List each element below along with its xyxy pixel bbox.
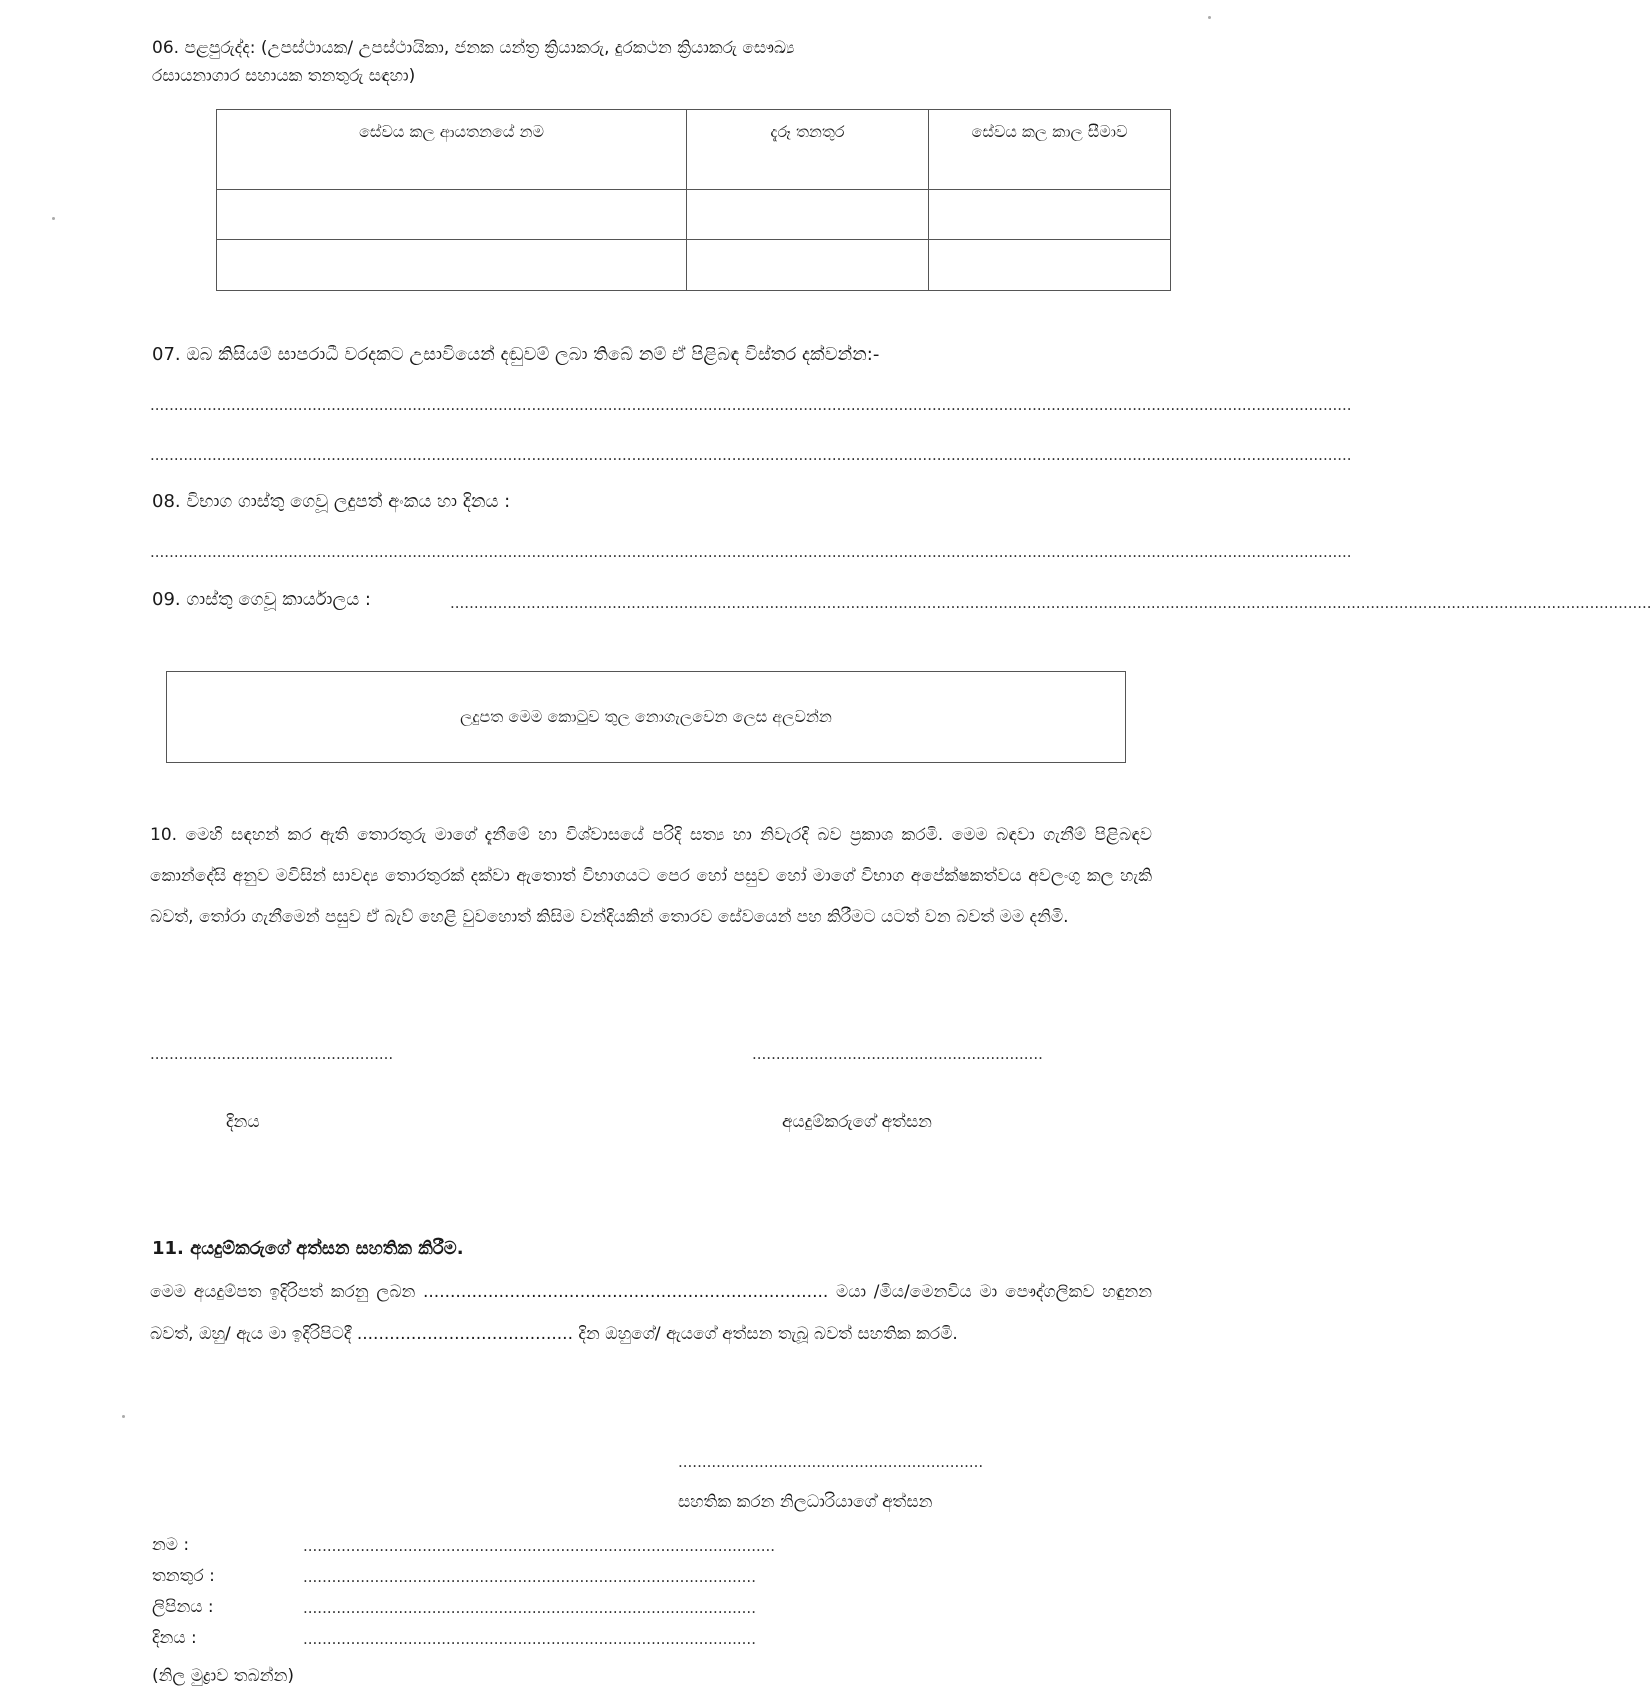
table-cell-institution[interactable] (217, 190, 687, 240)
field-date-dots[interactable]: ............................................................................................... (303, 1630, 756, 1648)
q7-label: 07. ඔබ කිසියම් සාපරාධී වරදකට උසාවියෙන් දඬුවම් ලබා තිබේ නම් ඒ පිළිබඳ විස්තර දක්වන්න:- (152, 344, 880, 365)
q7-answer-line1[interactable]: ............................................................................................................................................................................................................................................................ (150, 396, 1352, 414)
scan-speck (52, 217, 55, 220)
q11-heading: 11. අයදුම්කරුගේ අත්සන සහතික කිරීම. (152, 1238, 464, 1259)
table-row (217, 240, 1171, 291)
table-cell-period[interactable] (929, 190, 1171, 240)
field-address-dots[interactable]: ............................................................................................... (303, 1599, 756, 1617)
applicant-signature-label: අයදුම්කරුගේ අත්සන (782, 1112, 932, 1132)
table-cell-position[interactable] (687, 190, 929, 240)
official-stamp-note: (නිල මුද්‍රාව තබන්න) (152, 1666, 295, 1686)
table-cell-period[interactable] (929, 240, 1171, 291)
date-label: දිනය (226, 1112, 260, 1132)
officer-signature-label: සහතික කරන නිලධාරියාගේ අත්සන (678, 1492, 933, 1512)
date-signature-dots[interactable]: ................................................... (150, 1045, 394, 1063)
table-header-institution: සේවය කල ආයතනයේ නම (217, 110, 687, 190)
q10-declaration: 10. මෙහි සඳහන් කර ඇති තොරතුරු මාගේ දැනීමේ හා විශ්වාසයේ පරිදි සත්‍ය හා නිවැරදි බව ප්‍රකාශ කරමි. මෙම බඳවා ගැනීම් පිළිබඳව කොන්දේසි අනුව මවිසින් සාවද්‍ය තොරතුරක් දක්වා ඇතොත් විභාගයට පෙර හෝ පසුව හෝ මාගේ විභාග අපේක්ෂකත්වය අවලංගු කල හැකි බවත්, තෝරා ගැනීමෙන් පසුව ඒ බැව් හෙළි වුවහොත් කිසිම වන්දියකින් තොරව සේවයෙන් පහ කිරීමට යටත් වන බවත් මම දනිමි. (150, 825, 1152, 927)
field-name-label: නම : (152, 1535, 190, 1555)
table-cell-institution[interactable] (217, 240, 687, 291)
q9-label: 09. ගාස්තු ගෙවූ කාර්යාලය : (152, 589, 371, 610)
scan-speck (1208, 16, 1211, 19)
field-date-label: දිනය : (152, 1628, 197, 1648)
table-header-position: දැරූ තනතුර (687, 110, 929, 190)
table-cell-position[interactable] (687, 240, 929, 291)
q11-certification-text: මෙම අයදුම්පත ඉදිරිපත් කරනු ලබන ........................................................................... මයා /මිය/මෙනවිය මා පෞද්ගලිකව හඳුනන බවත්, ඔහු/ ඇය මා ඉදිරිපිටදී ........................................ දින ඔහුගේ/ ඇයගේ අත්සන තැබූ බවත් සහතික කරමි. (150, 1282, 1152, 1344)
applicant-signature-dots[interactable]: ............................................................. (752, 1045, 1043, 1063)
receipt-box-text: ලදුපත මෙම කොටුව තුල නොගැලවෙන ලෙස අලවන්න (460, 707, 832, 726)
q8-answer-line[interactable]: ............................................................................................................................................................................................................................................................ (150, 543, 1352, 561)
q6-heading-line2: රසායනාගාර සහායක තනතුරු සඳහා) (152, 66, 416, 86)
field-name-dots[interactable]: ................................................................................................... (303, 1537, 776, 1555)
table-header-row (217, 110, 1171, 190)
field-position-label: තනතුර : (152, 1566, 215, 1586)
officer-signature-dots[interactable]: ................................................................ (678, 1453, 984, 1471)
receipt-paste-box (166, 671, 1126, 763)
field-address-label: ලිපිනය : (152, 1597, 214, 1617)
q7-answer-line2[interactable]: ............................................................................................................................................................................................................................................................ (150, 446, 1352, 464)
q6-heading-line1: 06. පළපුරුද්ද: (උපස්ථායක/ උපස්ථායිකා, ජනක යන්ත්‍ර ක්‍රියාකරු, දුරකථන ක්‍රියාකරු සෞඛ්‍ය (152, 38, 795, 58)
table-row (217, 190, 1171, 240)
field-position-dots[interactable]: ............................................................................................... (303, 1568, 756, 1586)
experience-table (216, 109, 1171, 291)
scan-speck (122, 1415, 125, 1418)
q8-label: 08. විභාග ගාස්තු ගෙවූ ලදුපත් අංකය හා දිනය : (152, 491, 511, 512)
table-header-period: සේවය කල කාල සීමාව (929, 110, 1171, 190)
q9-answer-line[interactable]: ............................................................................................................................................................................................................................................................ (450, 594, 1652, 612)
